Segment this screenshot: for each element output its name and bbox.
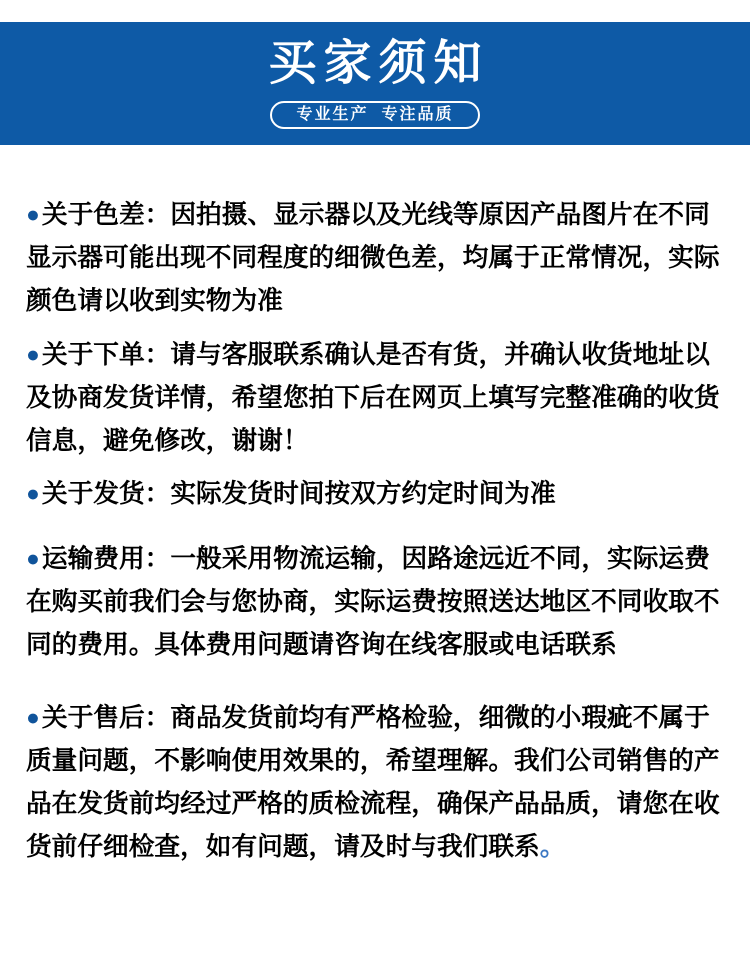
notice-suffix: 。 bbox=[539, 833, 566, 861]
page-title: 买家须知 bbox=[268, 37, 489, 90]
bullet-icon: ● bbox=[26, 704, 40, 730]
notice-list bbox=[0, 145, 750, 869]
notice-text: 关于下单：请与客服联系确认是否有货，并确认收货地址以及协商发货详情，希望您拍下后在网页上填写完整准确的收货信息，避免修改，谢谢！ bbox=[26, 341, 720, 455]
notice-ordering bbox=[26, 333, 724, 463]
notice-text: 关于售后：商品发货前均有严格检验，细微的小瑕疵不属于质量问题，不影响使用效果的，希望理解。我们公司销售的产品在发货前均经过严格的质检流程，确保产品品质，请您在收货前仔细检查，如有问题，请及时与我们联系 bbox=[26, 704, 720, 861]
notice-text: 关于色差：因拍摄、显示器以及光线等原因产品图片在不同显示器可能出现不同程度的细微色差，均属于正常情况，实际颜色请以收到实物为准 bbox=[26, 201, 720, 315]
bullet-icon: ● bbox=[26, 480, 40, 506]
bullet-icon: ● bbox=[26, 341, 40, 367]
notice-freight bbox=[26, 537, 724, 667]
notice-after-sales bbox=[26, 696, 724, 869]
bullet-icon: ● bbox=[26, 201, 40, 227]
header-banner bbox=[0, 22, 750, 145]
notice-color-difference bbox=[26, 193, 724, 323]
bullet-icon: ● bbox=[26, 545, 40, 571]
notice-text: 关于发货：实际发货时间按双方约定时间为准 bbox=[41, 480, 556, 508]
notice-text: 运输费用：一般采用物流运输，因路途远近不同，实际运费在购买前我们会与您协商，实际运费按照送达地区不同收取不同的费用。具体费用问题请咨询在线客服或电话联系 bbox=[26, 545, 720, 659]
notice-shipping-time bbox=[26, 472, 724, 516]
tagline-badge: 专业生产 专注品质 bbox=[270, 101, 481, 129]
